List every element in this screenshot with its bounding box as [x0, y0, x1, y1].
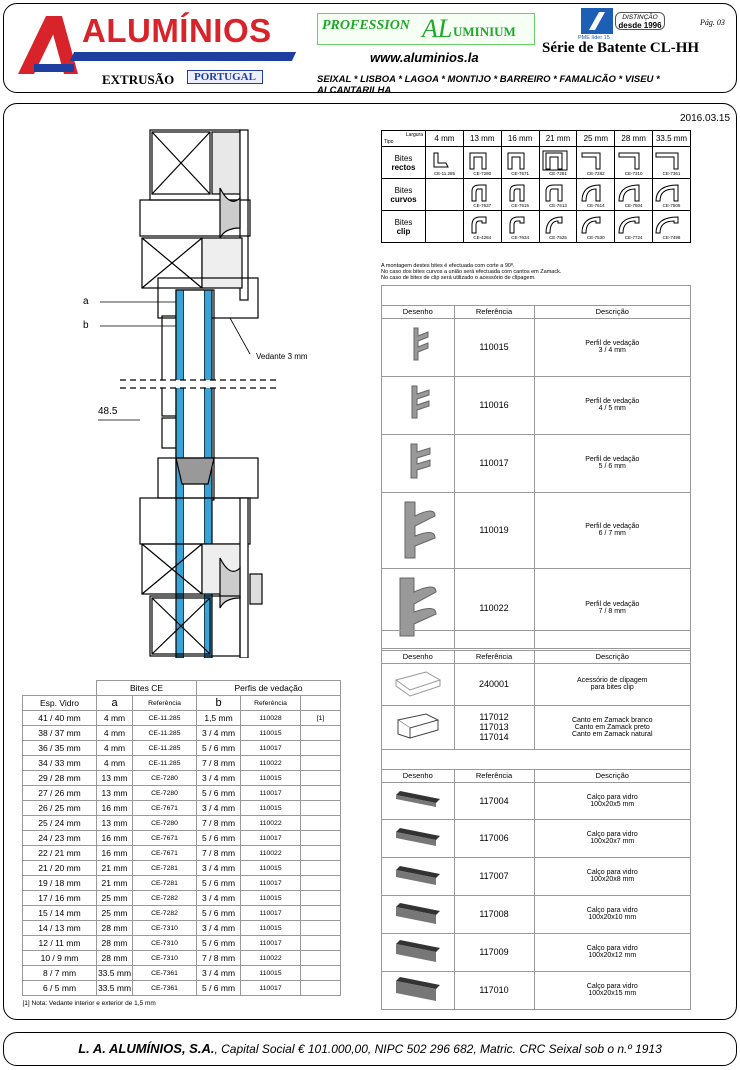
table-row: 24 / 23 mm 16 mm CE-7671 5 / 6 mm 110017 [23, 831, 341, 846]
table-row: 110022 Perfil de vedação 7 / 8 mm [382, 568, 690, 648]
table-row: 36 / 35 mm 4 mm CE-11.285 5 / 6 mm 110017 [23, 741, 341, 756]
label-a: a [83, 296, 89, 307]
table-row: 117010 Calço para vidro 100x20x15 mm [382, 971, 690, 1009]
bite-curved-icon [464, 181, 494, 203]
extrusao-label: EXTRUSÃO [102, 72, 175, 87]
page-number: Pág. 03 [700, 18, 725, 27]
table-row: 38 / 37 mm 4 mm CE-11.285 3 / 4 mm 110015 [23, 726, 341, 741]
table-row: 34 / 33 mm 4 mm CE-11.285 7 / 8 mm 110022 [23, 756, 341, 771]
table-row: 8 / 7 mm 33.5 mm CE-7361 3 / 4 mm 110015 [23, 966, 341, 981]
table-row: 14 / 13 mm 28 mm CE-7310 3 / 4 mm 110015 [23, 921, 341, 936]
table-row: 10 / 9 mm 28 mm CE-7310 7 / 8 mm 110022 [23, 951, 341, 966]
glazing-block-icon [392, 936, 444, 966]
series-title: Série de Batente CL-HH [542, 40, 700, 56]
table-row: 6 / 5 mm 33.5 mm CE-7361 5 / 6 mm 110017 [23, 981, 341, 996]
window-section-drawing [80, 118, 360, 658]
seal-profile-icon [398, 324, 438, 368]
pme-lider-icon [581, 8, 613, 34]
bites-curvos-row: Bites curvos CE-7637 CE-7615 CE-7613 CE-7614 CE-7504 CE-7505 [382, 179, 691, 211]
page-footer: L. A. ALUMÍNIOS, S.A., Capital Social € 101.000,00, NIPC 502 296 682, Matric. CRC Seixal sob o n.º 1913 [3, 1032, 737, 1066]
table-row: 19 / 18 mm 21 mm CE-7281 5 / 6 mm 110017 [23, 876, 341, 891]
bite-straight-icon [464, 149, 494, 171]
table-row: 12 / 11 mm 28 mm CE-7310 5 / 6 mm 110017 [23, 936, 341, 951]
table-row: 110019 Perfil de vedação 6 / 7 mm [382, 492, 690, 568]
bite-clip-icon [540, 213, 570, 235]
bite-curved-icon [615, 181, 645, 203]
pme-label: PME líder 15 [578, 35, 610, 41]
table-row: 117007 Calço para vidro 100x20x8 mm [382, 857, 690, 895]
table-row: 240001 Acessório de clipagem para bites clip [382, 663, 690, 705]
table-row: 27 / 26 mm 13 mm CE-7280 5 / 6 mm 110017 [23, 786, 341, 801]
bites-clip-row: Bites clip CE-4284 CE-7634 CE-7525 CE-7530 CE-7724 CE-7498 [382, 211, 691, 243]
bite-straight-icon [615, 149, 645, 171]
website-link[interactable]: www.aluminios.la [370, 50, 479, 65]
table-row: 41 / 40 mm 4 mm CE-11.285 1,5 mm 110028 [1] [23, 711, 341, 726]
table-row: 22 / 21 mm 16 mm CE-7671 7 / 8 mm 110022 [23, 846, 341, 861]
glazing-block-icon [392, 899, 444, 927]
label-b: b [83, 320, 89, 331]
bite-curved-icon [502, 181, 532, 203]
bite-clip-icon [502, 213, 532, 235]
logo-bar [70, 52, 296, 61]
bite-curved-icon [653, 181, 683, 203]
zamack-corner-icon [390, 708, 446, 744]
table-row: 117009 Calço para vidro 100x20x12 mm [382, 933, 690, 971]
calcos-table: Desenho Referência Descrição 117004 Calço para vidro 100x20x5 mm 117006 Calço para vidro 100x20x7 mm 117007 Calço para vidro 100x20x8 mm 117008 Calço para vidro 100x20x10 mm 117009 Calço para vidro 100x20x12 mm 117010 Calço para vidro 100x20x15 mm [382, 770, 690, 1009]
perfis-table: Desenho Referência Descrição 110015 Perfil de vedação 3 / 4 mm 110016 Perfil de vedação 4 / 5 mm 110017 Perfil de vedação 5 / 6 mm 110019 Perfil de vedação 6 / 7 mm 110022 Perfil de vedação 7 / 8 mm [382, 306, 690, 648]
cities-list: SEIXAL * LISBOA * LAGOA * MONTIJO * BARREIRO * FAMALICÃO * VISEU * ALCANTARILHA [317, 74, 660, 96]
clip-accessory-icon [390, 666, 446, 700]
glass-thickness-table: Bites CE Perfis de vedação Esp. Vidro a Referência b Referência 41 / 40 mm 4 mm CE-11.285 1,5 mm 110028 [1] 38 / 37 mm 4 mm CE-11.285 3 / 4 mm 110015 36 / 35 mm 4 mm CE-11.285 5 / 6 mm 110017 34 / 33 mm 4 mm CE-11.285 7 / 8 mm 110022 29 / 28 mm 13 mm CE-7280 3 / 4 mm 110015 27 / 26 mm 13 mm CE-7280 5 / 6 mm 110017 26 / 25 mm 16 mm CE-7671 3 / 4 mm 110015 25 / 24 mm 13 mm CE-7280 7 / 8 mm 110022 24 / 23 mm 16 mm CE-7671 5 / 6 mm 110017 22 / 21 mm 16 mm CE-7671 7 / 8 mm 110022 21 / 20 mm 21 mm CE-7281 3 / 4 mm 110015 19 / 18 mm 21 mm CE-7281 5 / 6 mm 110017 17 / 16 mm 25 mm CE-7282 3 / 4 mm 110015 15 / 14 mm 25 mm CE-7282 5 / 6 mm 110017 14 / 13 mm 28 mm CE-7310 3 / 4 mm 110015 12 / 11 mm 28 mm CE-7310 5 / 6 mm 110017 10 / 9 mm 28 mm CE-7310 7 / 8 mm 110022 8 / 7 mm 33.5 mm CE-7361 3 / 4 mm 110015 6 / 5 mm 33.5 mm CE-7361 5 / 6 mm 110017 [1] Nota: Vedante interior e exterior de 1,5 mm [22, 680, 341, 1011]
document-date: 2016.03.15 [680, 113, 731, 124]
table-row: 17 / 16 mm 25 mm CE-7282 3 / 4 mm 110015 [23, 891, 341, 906]
bite-straight-icon [653, 149, 683, 171]
table-row: 117004 Calço para vidro 100x20x5 mm [382, 782, 690, 819]
portugal-label: PORTUGAL [187, 70, 263, 84]
seal-profile-icon [398, 440, 438, 484]
logo-word: ALUMÍNIOS [82, 12, 272, 49]
bite-straight-icon [426, 149, 456, 171]
glazing-block-icon [392, 973, 444, 1005]
glazing-block-icon [392, 862, 444, 888]
seal-profile-icon [393, 496, 443, 562]
perfis-vedacao-panel [381, 285, 691, 649]
seal-profile-icon [398, 382, 438, 426]
table-row: 21 / 20 mm 21 mm CE-7281 3 / 4 mm 110015 [23, 861, 341, 876]
bites-corner: Largura Tipo [382, 131, 426, 147]
bites-notes: A montagem destes bites é efectuada com corte a 90º. No caso dos bites curvos a união será efectuada com cantos em Zamack. No caso de bites de clip será utilizado o acessório de clipagem. [381, 263, 562, 281]
bites-table: Largura Tipo 4 mm 13 mm 16 mm 21 mm 25 mm 28 mm 33.5 mm Bites rectos CE-11.285 CE-7280 CE-7671 CE-7281 CE-7282 CE-7310 CE-7361 Bites curvos CE-7637 CE-7615 CE-7613 CE-7614 CE-7504 CE-7505 Bites clip CE-4284 CE-7634 CE-7525 CE-7530 CE-7724 CE-7498 [381, 130, 691, 243]
bite-clip-icon [577, 213, 607, 235]
page-header [3, 3, 737, 96]
aluminios-logo-a-icon [18, 14, 80, 80]
table-row: 26 / 25 mm 16 mm CE-7671 3 / 4 mm 110015 [23, 801, 341, 816]
dimension-48-5: 48.5 [98, 406, 118, 417]
bite-straight-icon [502, 149, 532, 171]
table-row: 110015 Perfil de vedação 3 / 4 mm [382, 318, 690, 376]
table-row: 117012 117013 117014 Canto em Zamack branco Canto em Zamack preto Canto em Zamack natural [382, 705, 690, 749]
table-row: 117008 Calço para vidro 100x20x10 mm [382, 895, 690, 933]
vedante-label: Vedante 3 mm [256, 352, 308, 361]
table-row: 110016 Perfil de vedação 4 / 5 mm [382, 376, 690, 434]
distincao-badge: DISTINÇÃO desde 1996 [615, 12, 665, 30]
bite-straight-icon [540, 149, 570, 171]
bite-clip-icon [615, 213, 645, 235]
acessorios-table: Desenho Referência Descrição 240001 Acessório de clipagem para bites clip 117012 117013 117014 Canto em Zamack branco Canto em Zamack preto Canto em Zamack natural [382, 651, 690, 749]
table-row: 117006 Calço para vidro 100x20x7 mm [382, 819, 690, 857]
table-row: 25 / 24 mm 13 mm CE-7280 7 / 8 mm 110022 [23, 816, 341, 831]
calcos-panel [381, 749, 691, 1010]
bite-clip-icon [464, 213, 494, 235]
bites-rectos-row: Bites rectos CE-11.285 CE-7280 CE-7671 CE-7281 CE-7282 CE-7310 CE-7361 [382, 147, 691, 179]
acessorios-panel [381, 630, 691, 750]
glazing-block-icon [392, 787, 444, 813]
bite-straight-icon [577, 149, 607, 171]
professional-aluminium-logo: PROFESSION AL UMINIUM [317, 13, 535, 45]
table-row: 29 / 28 mm 13 mm CE-7280 3 / 4 mm 110015 [23, 771, 341, 786]
bite-curved-icon [540, 181, 570, 203]
table-row: 110017 Perfil de vedação 5 / 6 mm [382, 434, 690, 492]
bite-clip-icon [653, 213, 683, 235]
table-row: 15 / 14 mm 25 mm CE-7282 5 / 6 mm 110017 [23, 906, 341, 921]
bite-curved-icon [577, 181, 607, 203]
glazing-block-icon [392, 824, 444, 850]
